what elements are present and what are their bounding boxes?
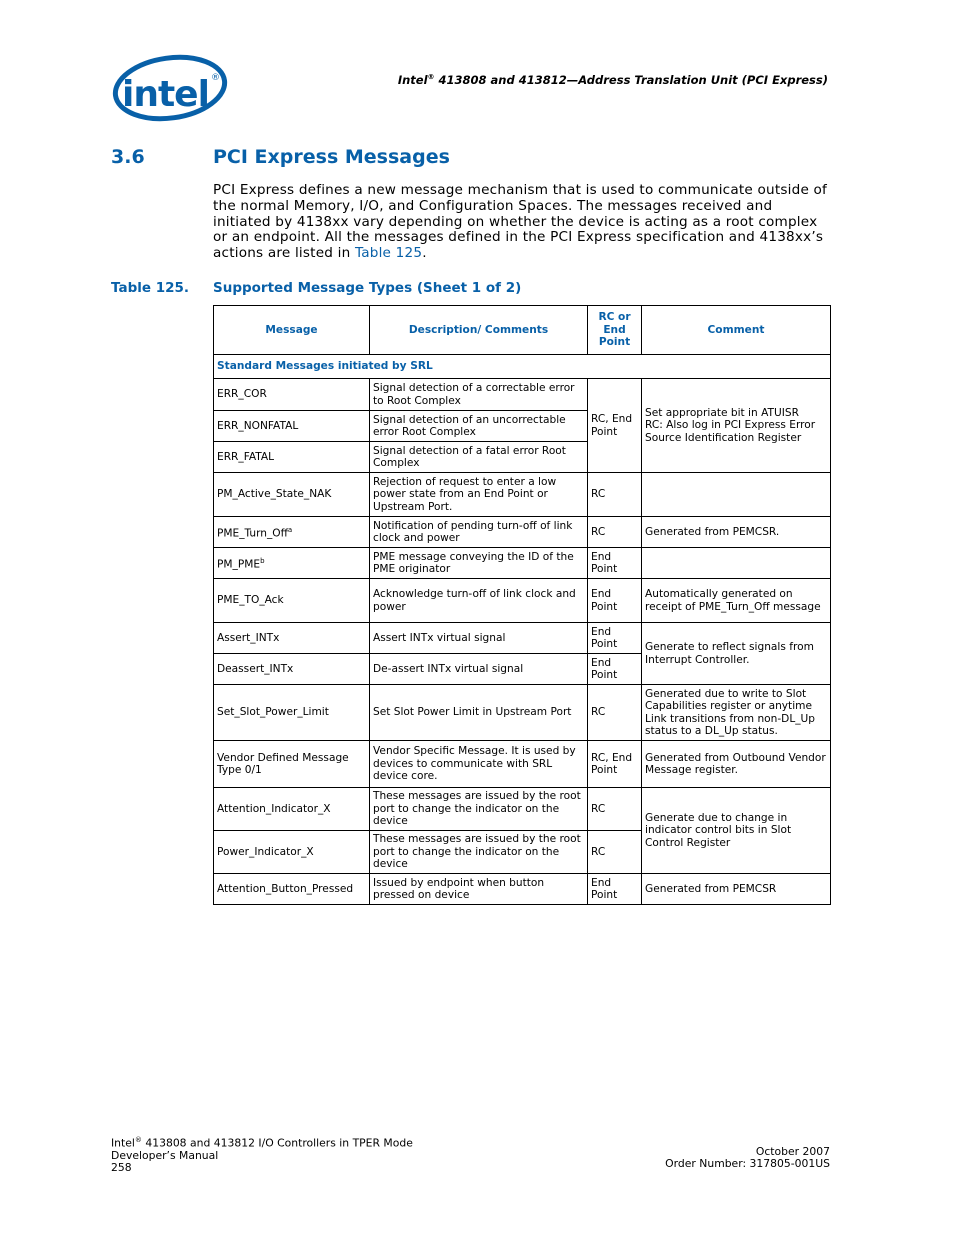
cell-message: PME_TO_Ack: [214, 579, 370, 623]
cell-rc-end: End Point: [588, 623, 642, 654]
header-description: Description/ Comments: [370, 306, 588, 355]
header-reg-mark: ®: [427, 73, 435, 82]
cell-message: Attention_Indicator_X: [214, 788, 370, 831]
footer-reg-mark: ®: [134, 1136, 142, 1144]
table-section-row: [214, 355, 831, 379]
page-number: 258: [111, 1161, 132, 1175]
cell-description: Rejection of request to enter a low power state from an End Point or Upstream Port.: [370, 473, 588, 517]
cell-comment: [642, 548, 831, 579]
cell-rc-end: End Point: [588, 874, 642, 905]
cell-description: These messages are issued by the root port to change the indicator on the device: [370, 788, 588, 831]
cell-comment: Generated due to write to Slot Capabilities register or anytime Link transitions from non-DL_Up status to a DL_Up status.: [642, 685, 831, 741]
message-name: PM_PME: [217, 558, 261, 571]
cell-message: Attention_Button_Pressed: [214, 874, 370, 905]
cell-comment: [642, 379, 831, 473]
cell-message: Vendor Defined Message Type 0/1: [214, 741, 370, 788]
footnote-mark: a: [287, 526, 293, 535]
cell-rc-end: RC: [588, 685, 642, 741]
intel-logo: [108, 50, 228, 130]
section-number: 3.6: [111, 146, 145, 168]
table-row: [214, 473, 831, 517]
cell-comment: Generated from Outbound Vendor Message register.: [642, 741, 831, 788]
cell-description: Set Slot Power Limit in Upstream Port: [370, 685, 588, 741]
cell-comment: Automatically generated on receipt of PME_Turn_Off message: [642, 579, 831, 623]
cell-message: [214, 517, 370, 548]
section-title: PCI Express Messages: [213, 146, 450, 168]
cell-comment: Generated from PEMCSR.: [642, 517, 831, 548]
table-header-row: [214, 306, 831, 355]
cell-message: ERR_NONFATAL: [214, 411, 370, 442]
cell-message: ERR_COR: [214, 379, 370, 411]
cell-message: ERR_FATAL: [214, 442, 370, 473]
cell-comment: Generate due to change in indicator control bits in Slot Control Register: [642, 788, 831, 874]
table-row: [214, 741, 831, 788]
table-row: [214, 548, 831, 579]
cell-comment: [642, 473, 831, 517]
footer-manual: Developer’s Manual: [111, 1149, 219, 1162]
cell-rc-end: RC: [588, 473, 642, 517]
message-types-table: [213, 305, 831, 905]
header-message: Message: [214, 306, 370, 355]
footer-doc-line: [111, 1134, 413, 1150]
table-row: [214, 685, 831, 741]
table-row: [214, 874, 831, 905]
cell-description: Issued by endpoint when button pressed on device: [370, 874, 588, 905]
cell-description: Acknowledge turn-off of link clock and power: [370, 579, 588, 623]
cell-description: Notification of pending turn-off of link clock and power: [370, 517, 588, 548]
header-comment: Comment: [642, 306, 831, 355]
table-row: [214, 579, 831, 623]
cell-rc-end: End Point: [588, 548, 642, 579]
footer-date: October 2007: [755, 1145, 830, 1158]
table-row: [214, 788, 831, 831]
table-row: [214, 517, 831, 548]
cell-message: Deassert_INTx: [214, 654, 370, 685]
cell-rc-end: RC: [588, 788, 642, 831]
footer-brand: Intel: [111, 1136, 135, 1150]
footer-left: [111, 1134, 413, 1175]
footer-right: [665, 1146, 830, 1171]
cell-rc-end: RC: [588, 517, 642, 548]
cell-description: Vendor Specific Message. It is used by devices to communicate with SRL device core.: [370, 741, 588, 788]
message-name: PME_Turn_Off: [217, 527, 288, 540]
header-rc-end: RC or End Point: [588, 306, 642, 355]
footer-doc-title: 413808 and 413812 I/O Controllers in TPER Mode: [141, 1136, 413, 1150]
cell-description: Signal detection of an uncorrectable error Root Complex: [370, 411, 588, 442]
cell-rc-end: End Point: [588, 654, 642, 685]
footer-order-number: Order Number: 317805-001US: [665, 1157, 830, 1171]
cell-description: Assert INTx virtual signal: [370, 623, 588, 654]
paragraph-end: .: [422, 245, 427, 262]
err-comment-line2: RC: Also log in PCI Express Error Source Identification Register: [645, 419, 816, 444]
svg-text:intel: intel: [122, 74, 209, 115]
cell-rc-end: RC, End Point: [588, 379, 642, 473]
cell-message: Power_Indicator_X: [214, 831, 370, 874]
err-comment-line1: Set appropriate bit in ATUISR: [645, 406, 799, 419]
cell-message: Assert_INTx: [214, 623, 370, 654]
cell-rc-end: End Point: [588, 579, 642, 623]
cell-description: De-assert INTx virtual signal: [370, 654, 588, 685]
cell-rc-end: RC, End Point: [588, 741, 642, 788]
cell-comment: Generated from PEMCSR: [642, 874, 831, 905]
running-header: [398, 73, 828, 87]
header-brand: Intel: [397, 73, 428, 87]
section-paragraph: [213, 183, 833, 262]
table-title: Supported Message Types (Sheet 1 of 2): [213, 280, 522, 296]
cell-description: These messages are issued by the root port to change the indicator on the device: [370, 831, 588, 874]
cell-rc-end: RC: [588, 831, 642, 874]
table-row: [214, 379, 831, 411]
table-link[interactable]: Table 125: [354, 245, 423, 262]
svg-text:®: ®: [211, 73, 220, 83]
footnote-mark: b: [260, 557, 265, 566]
cell-description: Signal detection of a fatal error Root Complex: [370, 442, 588, 473]
cell-message: Set_Slot_Power_Limit: [214, 685, 370, 741]
section-row-label: Standard Messages initiated by SRL: [214, 355, 831, 379]
cell-description: PME message conveying the ID of the PME originator: [370, 548, 588, 579]
header-doc-title: 413808 and 413812—Address Translation Unit (PCI Express): [434, 73, 828, 87]
cell-comment: Generate to reflect signals from Interrupt Controller.: [642, 623, 831, 685]
cell-message: PM_Active_State_NAK: [214, 473, 370, 517]
cell-description: Signal detection of a correctable error to Root Complex: [370, 379, 588, 411]
paragraph-text: PCI Express defines a new message mechanism that is used to communicate outside of the normal Memory, I/O, and Configuration Spaces. The messages received and initiated by 4138xx vary depending on whether the device is acting as a root complex or an endpoint. All the messages defined in the PCI Express specification and 4138xx’s actions are listed in: [213, 182, 828, 262]
table-row: [214, 623, 831, 654]
table-number: Table 125.: [111, 280, 190, 296]
cell-message: [214, 548, 370, 579]
